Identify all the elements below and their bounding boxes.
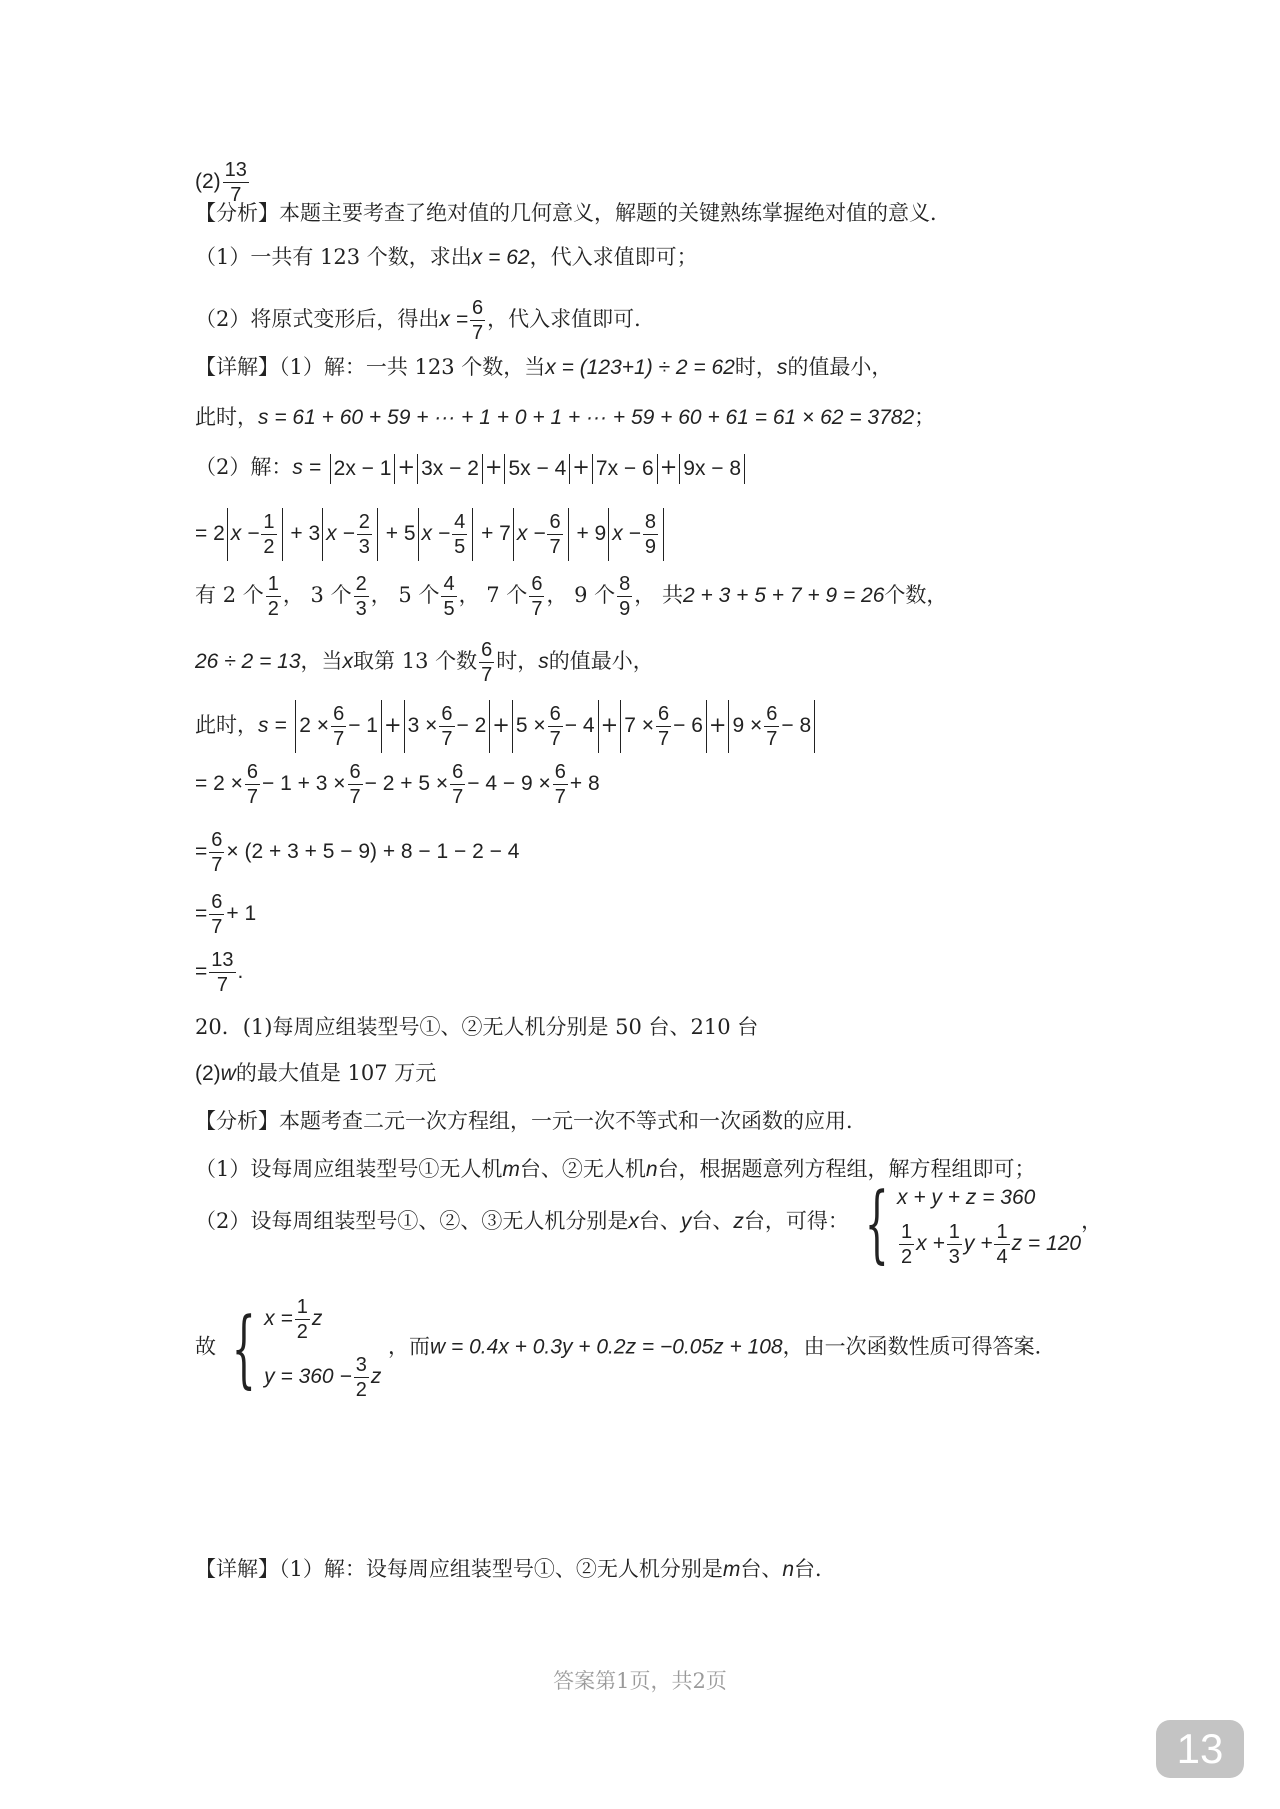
half-line: 26 ÷ 2 = 13，当x取第 13 个数 $\frac{6}{7}$ 时，s的值最小， [195, 639, 654, 686]
step-4: = $\frac{13}{7}$ . [195, 949, 244, 996]
abs-term: x − $\frac{4}{5}$ [418, 508, 474, 561]
abs-term: 7x − 6 [592, 454, 658, 484]
abs-term: 2 × $\frac{6}{7}$ − 1 [295, 700, 382, 753]
analysis-1-part2: （2）将原式变形后，得出x = $\frac{6}{7}$ ，代入求值即可． [195, 297, 656, 344]
analysis-2-part2: （2）设每周组装型号①、②、③无人机分别是x台、y台、z台，可得： { x + y + z = 360 $\frac{1}{2}$ x + $\frac{1}{3}$ y + $\frac{1}{4}$ z = 120 ， [195, 1173, 1103, 1272]
abs-term: 9 × $\frac{6}{7}$ − 8 [728, 700, 815, 753]
abs-term: 3x − 2 [417, 454, 483, 484]
analysis-2: 【分析】本题考查二元一次方程组，一元一次不等式和一次函数的应用． [195, 1109, 867, 1133]
detail-1-line2: 此时，s = 61 + 60 + 59 + ··· + 1 + 0 + 1 + ··· + 59 + 60 + 61 = 61 × 62 = 3782； [195, 405, 936, 429]
step-3: = $\frac{6}{7}$ + 1 [195, 891, 257, 938]
detail-2-line2: = 2 x − $\frac{1}{2}$ + 3 x − $\frac{2}{3}$ + 5 x − $\frac{4}{5}$ + 7 x − $\frac{6}{7}$ + 9 x − $\frac{8}{9}$ [195, 508, 666, 561]
abs-term: 5x − 4 [504, 454, 570, 484]
analysis-1: 【分析】本题主要考查了绝对值的几何意义，解题的关键熟练掌握绝对值的意义． [195, 201, 951, 225]
q20-answer-1: 20．(1)每周应组装型号①、②无人机分别是 50 台、210 台 [195, 1015, 759, 1039]
analysis-2-part1: （1）设每周应组装型号①无人机m台、②无人机n台，根据题意列方程组，解方程组即可； [195, 1157, 1036, 1181]
abs-term: x − $\frac{8}{9}$ [608, 508, 664, 561]
therefore-line: 故 { x = $\frac{1}{2}$ z y = 360 − $\frac{3}{2}$ z ，而w = 0.4x + 0.3y + 0.2z = −0.05z + 108，由一次函数性质可得答案． [195, 1290, 1056, 1406]
detail-2-line1: （2）解：s = 2x − 1 + 3x − 2 + 5x − 4 + 7x − 6 + 9x − 8 [195, 452, 747, 484]
abs-term: 7 × $\frac{6}{7}$ − 6 [620, 700, 707, 753]
fraction: $\frac{6}{7}$ [471, 297, 484, 344]
analysis-1-part1: （1）一共有 123 个数，求出x = 62，代入求值即可； [195, 245, 698, 269]
abs-term: x − $\frac{1}{2}$ [227, 508, 283, 561]
abs-term: x − $\frac{2}{3}$ [322, 508, 378, 561]
abs-term: x − $\frac{6}{7}$ [513, 508, 569, 561]
fraction: $\frac{13}{7}$ [224, 159, 247, 206]
step-2: = $\frac{6}{7}$ × (2 + 3 + 5 − 9) + 8 − 1 − 2 − 4 [195, 829, 520, 876]
substitute-line: 此时，s = 2 × $\frac{6}{7}$ − 1 + 3 × $\frac{6}{7}$ − 2 + 5 × $\frac{6}{7}$ − 4 + 7 × $\frac{6}{7}$ − 6 + 9 × $\frac{6}{7}$ − 8 [195, 700, 817, 753]
page-number-badge: 13 [1156, 1720, 1244, 1778]
abs-term: 5 × $\frac{6}{7}$ − 4 [512, 700, 599, 753]
q20-answer-2: (2)w的最大值是 107 万元 [195, 1061, 437, 1085]
detail-1-line1: 【详解】（1）解：一共 123 个数，当x = (123+1) ÷ 2 = 62时，s的值最小， [195, 355, 893, 379]
step-1: = 2 × $\frac{6}{7}$ − 1 + 3 × $\frac{6}{7}$ − 2 + 5 × $\frac{6}{7}$ − 4 − 9 × $\frac{6}{7}$ + 8 [195, 761, 600, 808]
abs-term: 3 × $\frac{6}{7}$ − 2 [404, 700, 491, 753]
abs-term: 2x − 1 [330, 454, 396, 484]
abs-term: 9x − 8 [679, 454, 745, 484]
detail-3: 【详解】（1）解：设每周应组装型号①、②无人机分别是m台、n台． [195, 1557, 837, 1581]
equation-system: { x + y + z = 360 $\frac{1}{2}$ x + $\frac{1}{3}$ y + $\frac{1}{4}$ z = 120 [864, 1173, 1082, 1272]
page-footer: 答案第1页，共2页 [553, 1669, 727, 1693]
part-label: (2) [195, 170, 221, 193]
equation-system: { x = $\frac{1}{2}$ z y = 360 − $\frac{3}{2}$ z [231, 1295, 382, 1401]
count-line: 有 2 个 $\frac{1}{2}$ ， 3 个 $\frac{2}{3}$ ， 5 个 $\frac{4}{5}$ ， 7 个 $\frac{6}{7}$ ， 9 个 $\frac{8}{9}$ ， 共2 + 3 + 5 + 7 + 9 = 26个数， [195, 573, 948, 620]
